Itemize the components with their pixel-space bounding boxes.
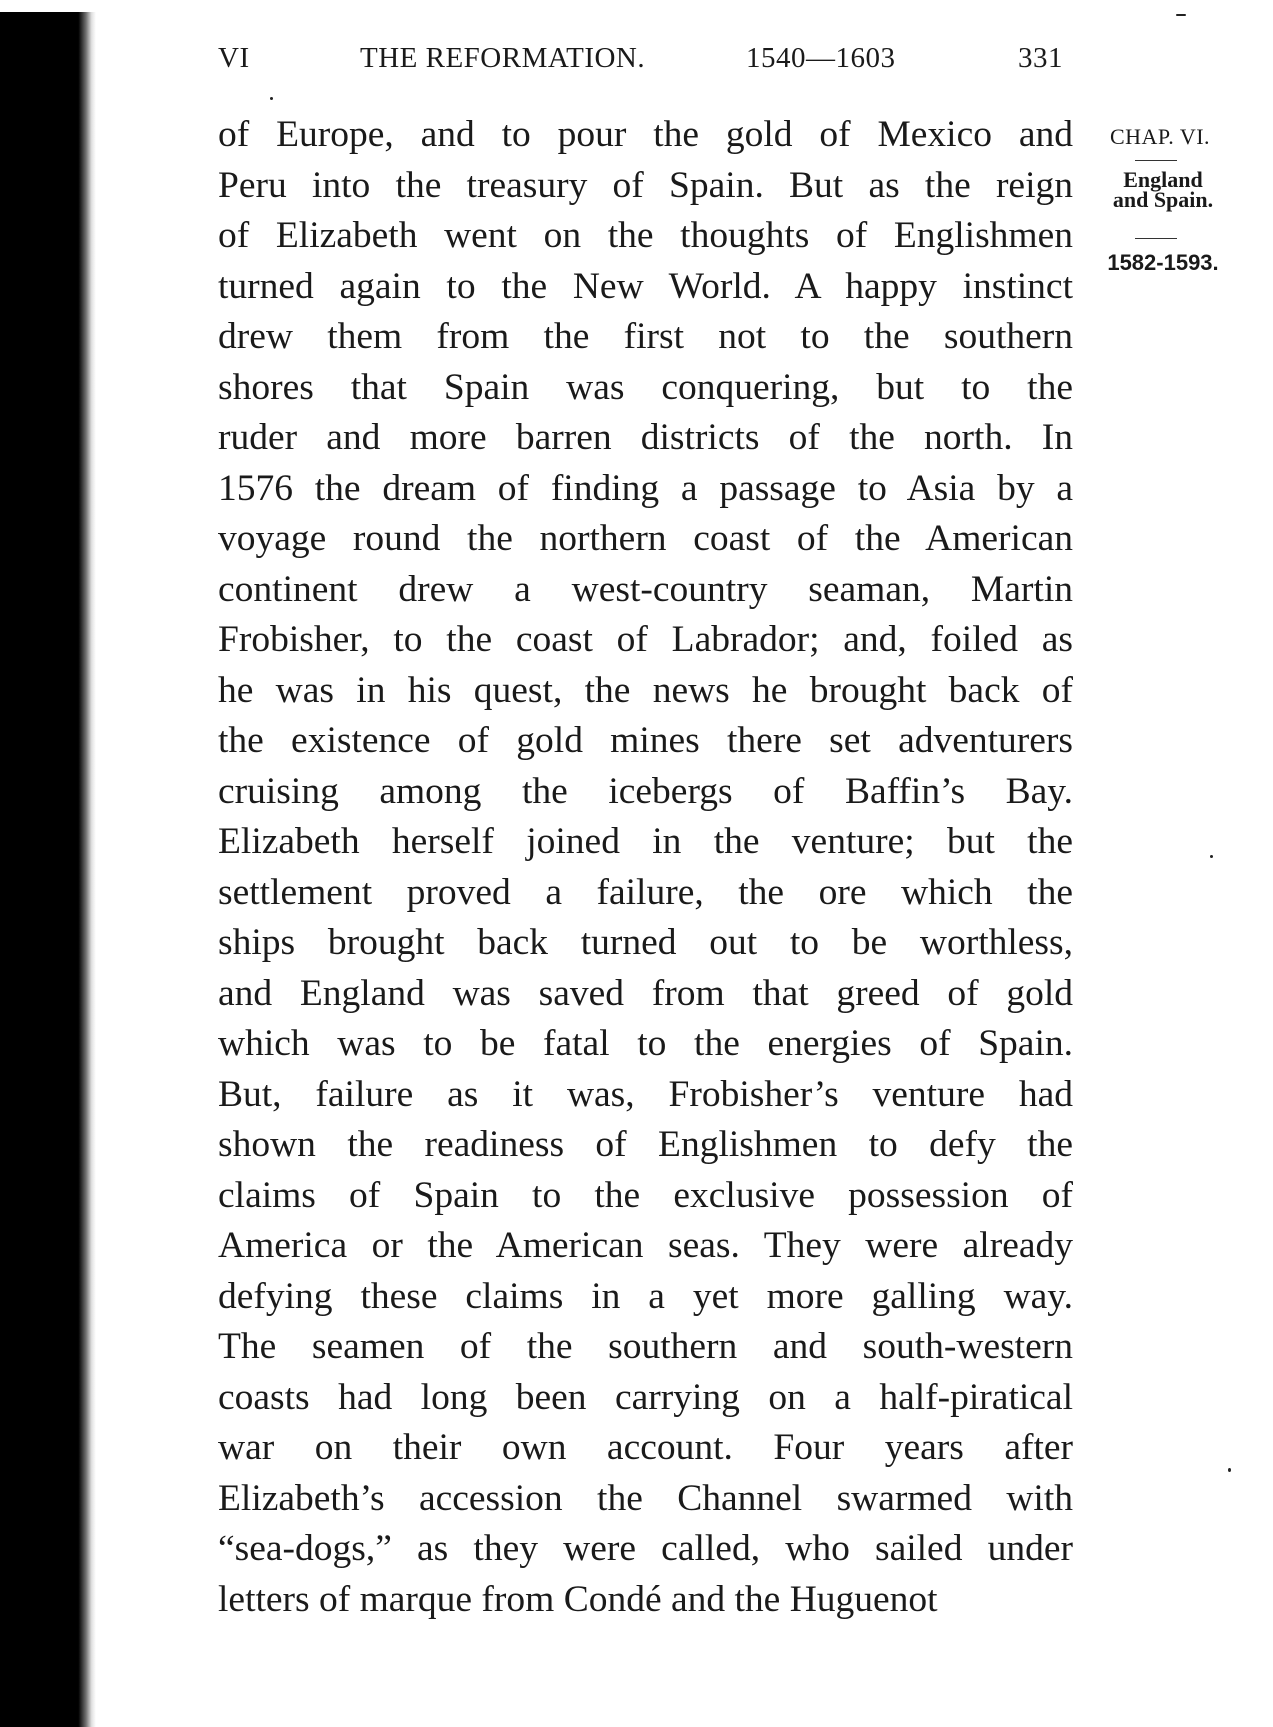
sidenote-topic	[1088, 167, 1238, 212]
text-line: Elizabeth herself joined in the venture; but the	[218, 821, 1073, 862]
scan-speck	[270, 97, 273, 100]
sidenote-divider	[1135, 238, 1177, 239]
text-line: The seamen of the southern and south-western	[218, 1326, 1073, 1367]
text-line: America or the American seas. They were already	[218, 1225, 1073, 1266]
page-number: 331	[1018, 42, 1063, 74]
sidenote-topic-line: England	[1123, 167, 1203, 192]
text-line: shown the readiness of Englishmen to defy the	[218, 1124, 1073, 1165]
text-line: of Elizabeth went on the thoughts of Englishmen	[218, 215, 1073, 256]
header-title: THE REFORMATION.	[360, 42, 646, 74]
text-line: Peru into the treasury of Spain. But as the reign	[218, 164, 1073, 206]
scan-speck	[1228, 1468, 1231, 1472]
header-chapter-number: VI	[218, 42, 250, 74]
text-line: claims of Spain to the exclusive possession of	[218, 1174, 1073, 1216]
text-line: turned again to the New World. A happy instinct	[218, 265, 1073, 307]
sidenote-topic-line: and Spain.	[1112, 187, 1214, 212]
sidenote-divider	[1135, 160, 1177, 161]
text-line: defying these claims in a yet more galling way.	[218, 1275, 1073, 1317]
running-header	[218, 42, 1073, 78]
text-line: ships brought back turned out to be worthless,	[218, 922, 1073, 963]
scan-speck	[1210, 855, 1213, 858]
text-line: coasts had long been carrying on a half-piratical	[218, 1376, 1073, 1418]
text-line: shores that Spain was conquering, but to the	[218, 366, 1073, 408]
text-line: drew them from the first not to the southern	[218, 316, 1073, 357]
text-line: of Europe, and to pour the gold of Mexico and	[218, 114, 1073, 155]
text-line: Elizabeth’s accession the Channel swarmed with	[218, 1477, 1073, 1519]
text-line: voyage round the northern coast of the American	[218, 518, 1073, 559]
sidenote-chapter: CHAP. VI.	[1109, 124, 1211, 149]
text-line: which was to be fatal to the energies of Spain.	[218, 1023, 1073, 1064]
text-line: cruising among the icebergs of Baffin’s Bay.	[218, 770, 1073, 812]
scan-speck	[1176, 14, 1186, 16]
text-line: settlement proved a failure, the ore which the	[218, 871, 1073, 913]
text-line: war on their own account. Four years after	[218, 1427, 1073, 1468]
text-line: ruder and more barren districts of the north. In	[218, 417, 1073, 458]
text-line: he was in his quest, the news he brought back of	[218, 669, 1073, 711]
body-text	[218, 110, 1073, 1625]
header-years: 1540—1603	[746, 42, 896, 74]
text-line: and England was saved from that greed of gold	[218, 972, 1073, 1014]
text-line: 1576 the dream of finding a passage to Asia by a	[218, 467, 1073, 509]
text-line: the existence of gold mines there set adventurers	[218, 720, 1073, 761]
text-line: Frobisher, to the coast of Labrador; and, foiled as	[218, 619, 1073, 660]
text-line: “sea-dogs,” as they were called, who sailed under	[218, 1528, 1073, 1569]
text-line: But, failure as it was, Frobisher’s venture had	[218, 1073, 1073, 1115]
text-line: letters of marque from Condé and the Huguenot	[218, 1578, 938, 1620]
scan-binding-edge	[0, 12, 74, 1727]
sidenote-years: 1582-1593.	[1107, 250, 1219, 275]
text-line: continent drew a west-country seaman, Martin	[218, 568, 1073, 610]
